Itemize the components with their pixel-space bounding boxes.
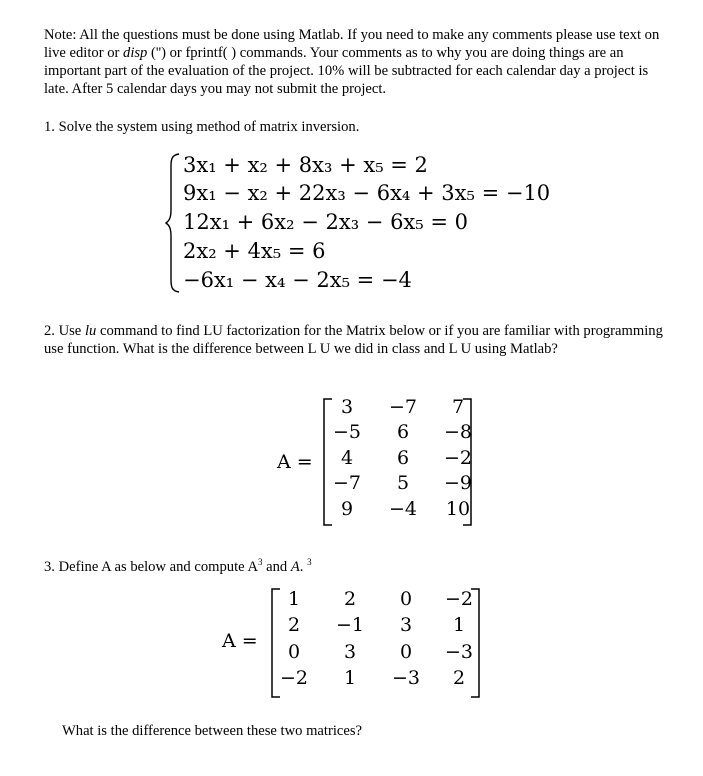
q3-text-c: . xyxy=(299,559,308,575)
matrix-a2-cell-r2-c3: −3 xyxy=(444,641,473,663)
left-brace xyxy=(165,152,181,294)
note-text-1: Note: All the questions must be done using Matlab. If you need to make any comments please use text on live editor or xyxy=(44,27,660,61)
matrix-a1-cell-r3-c1: 5 xyxy=(396,472,410,494)
question-3-text xyxy=(44,553,312,576)
matrix-a1-cell-r0-c2: 7 xyxy=(451,396,465,418)
matrix-a2-cell-r3-c0: −2 xyxy=(279,667,308,689)
matrix-a2-cell-r0-c3: −2 xyxy=(444,588,473,610)
q2-lu: lu xyxy=(84,323,97,339)
matrix-a1-cell-r4-c1: −4 xyxy=(388,498,417,520)
note-text-2: ('') or fprintf( ) commands. Your comments as to why you are doing things are an important part of the evaluation of the project. 10% will be subtracted for each calendar day a project is late. After 5 calendar days you may not submit the project. xyxy=(44,45,649,97)
note-paragraph xyxy=(44,26,664,98)
matrix-a1-cell-r1-c0: −5 xyxy=(332,421,361,443)
matrix-a1-cell-r2-c1: 6 xyxy=(396,447,410,469)
matrix-a2-cell-r0-c2: 0 xyxy=(399,588,413,610)
matrix-a1-cell-r1-c1: 6 xyxy=(396,421,410,443)
matrix-a2-cell-r2-c1: 3 xyxy=(343,641,357,663)
matrix-a1-label: A = xyxy=(277,451,313,473)
matrix-a1-cell-r4-c0: 9 xyxy=(340,498,354,520)
matrix-a2-cell-r3-c1: 1 xyxy=(343,667,357,689)
equation-system xyxy=(165,152,585,294)
equation-5: −6x₁ − x₄ − 2x₅ = −4 xyxy=(183,268,412,292)
matrix-a2-cell-r3-c3: 2 xyxy=(452,667,466,689)
matrix-a1-cell-r2-c2: −2 xyxy=(443,447,472,469)
q3-text-b: and xyxy=(262,559,291,575)
q2-text-b: command to find LU factorization for the Matrix below or if you are familiar with programming use function. What is the difference between L U we did in class and L U using Matlab? xyxy=(44,323,663,357)
matrix-a1-cell-r0-c0: 3 xyxy=(340,396,354,418)
q3-sup-2: 3 xyxy=(307,557,312,567)
equation-3: 12x₁ + 6x₂ − 2x₃ − 6x₅ = 0 xyxy=(183,210,468,234)
matrix-a2-cell-r0-c1: 2 xyxy=(343,588,357,610)
matrix-a2-label: A = xyxy=(222,630,258,652)
q3-sup-1: 3 xyxy=(258,557,263,567)
matrix-a2-cell-r1-c0: 2 xyxy=(287,614,301,636)
matrix-a2-cell-r0-c0: 1 xyxy=(287,588,301,610)
matrix-a1-cell-r3-c2: −9 xyxy=(443,472,472,494)
matrix-a1-cell-r4-c2: 10 xyxy=(445,498,471,520)
matrix-a2-cell-r1-c1: −1 xyxy=(335,614,364,636)
matrix-a2-cell-r2-c0: 0 xyxy=(287,641,301,663)
matrix-a2-cell-r1-c2: 3 xyxy=(399,614,413,636)
question-1-text: 1. Solve the system using method of matrix inversion. xyxy=(44,119,360,135)
matrix-a1-cell-r1-c2: −8 xyxy=(443,421,472,443)
matrix-a2-cell-r2-c2: 0 xyxy=(399,641,413,663)
q3-text-a: 3. Define A as below and compute A xyxy=(44,559,258,575)
matrix-a1-cell-r2-c0: 4 xyxy=(340,447,354,469)
q3-ita: A xyxy=(290,559,300,575)
matrix-a2-cell-r3-c2: −3 xyxy=(391,667,420,689)
equation-4: 2x₂ + 4x₅ = 6 xyxy=(183,239,326,263)
question-2-text xyxy=(44,322,664,358)
equation-2: 9x₁ − x₂ + 22x₃ − 6x₄ + 3x₅ = −10 xyxy=(183,181,551,205)
matrix-a1-cell-r0-c1: −7 xyxy=(388,396,417,418)
matrix-a1-cell-r3-c0: −7 xyxy=(332,472,361,494)
matrix-a2-cell-r1-c3: 1 xyxy=(452,614,466,636)
note-disp: disp xyxy=(123,45,148,61)
equation-1: 3x₁ + x₂ + 8x₃ + x₅ = 2 xyxy=(183,153,428,177)
q2-text-a: 2. Use xyxy=(44,323,85,339)
question-3-followup: What is the difference between these two matrices? xyxy=(62,723,362,739)
